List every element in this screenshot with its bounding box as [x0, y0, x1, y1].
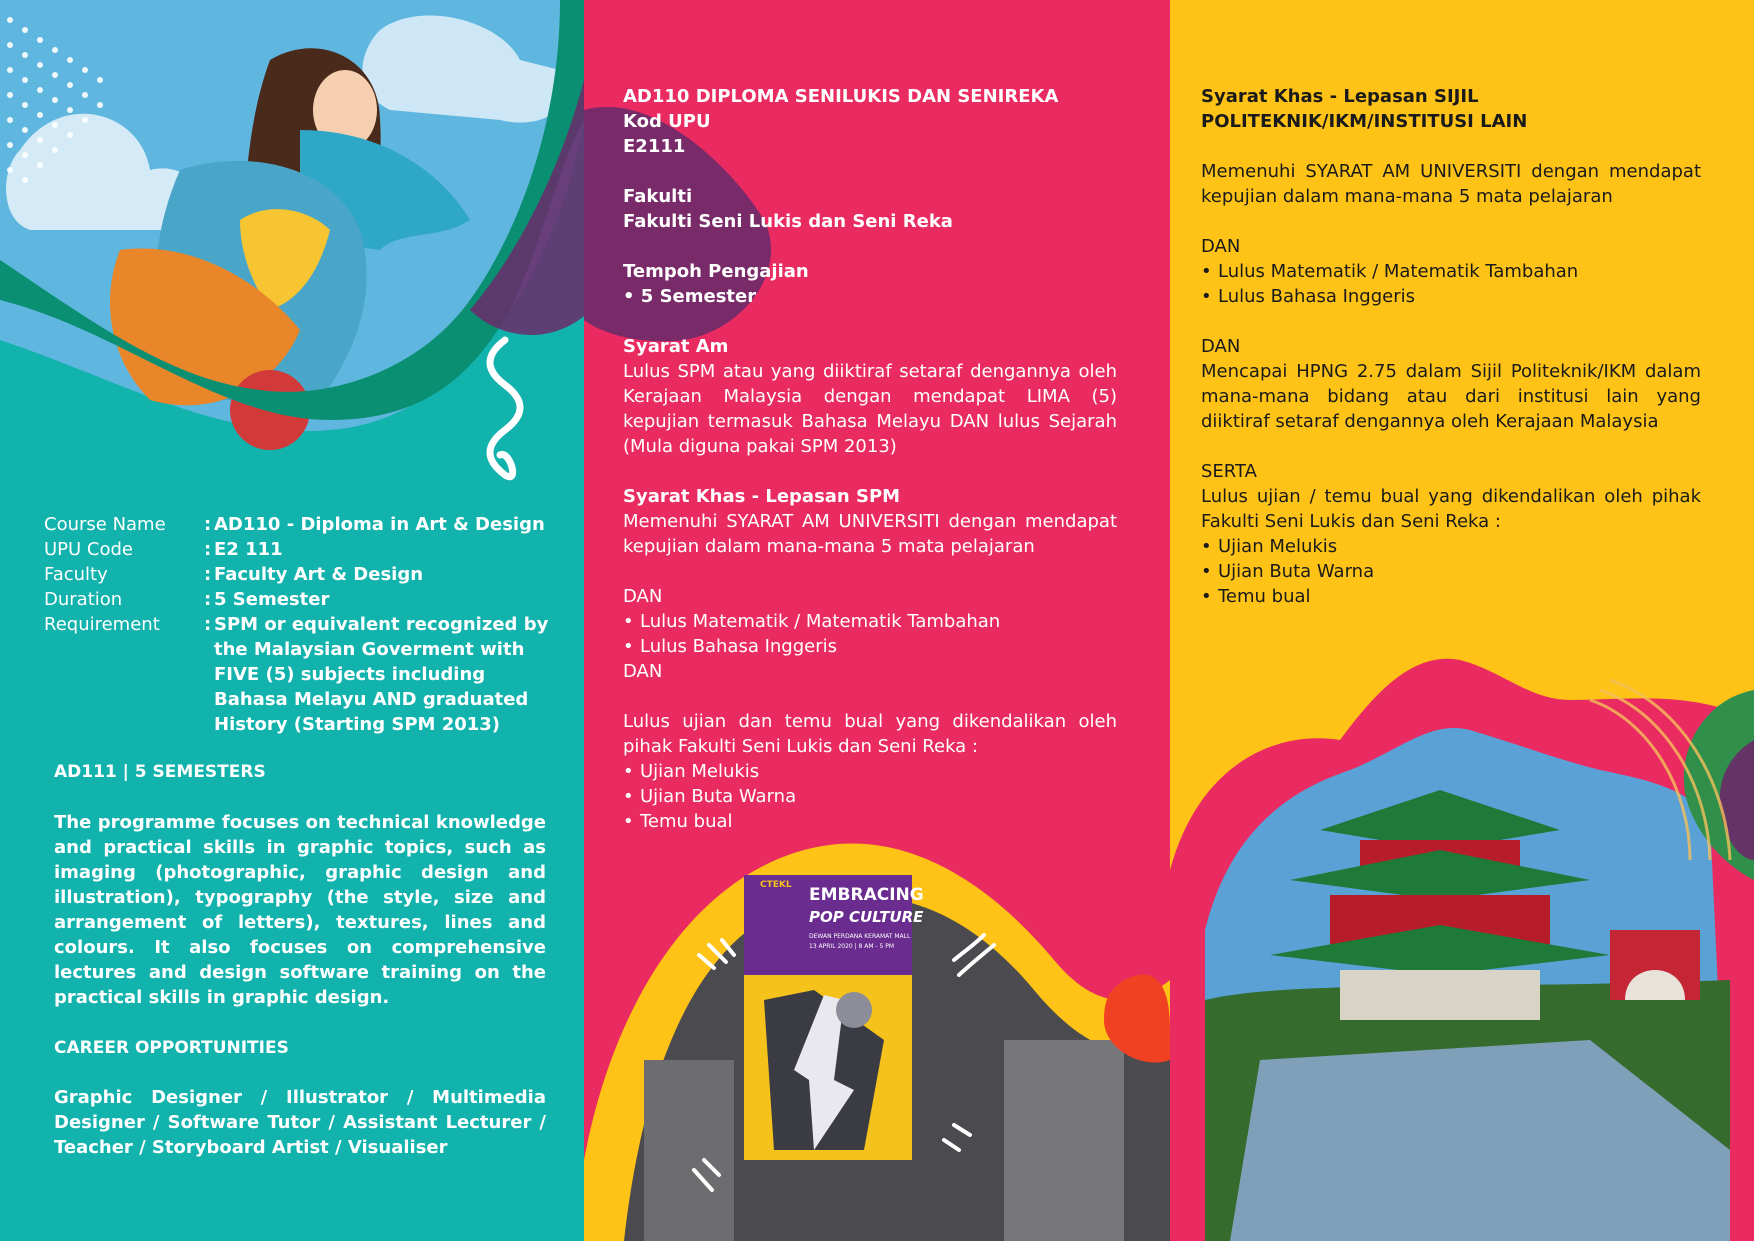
programme-description: The programme focuses on technical knowledge and practical skills in graphic topics, such as imaging (photographic, graphic design and illustration), typography (the style, size and arrangement of letters), textures, lines and colours. It also focuses on comprehensive lectures and design software training on the practical skills in graphic design.	[54, 812, 546, 1008]
duration-row: Duration : 5 Semester	[44, 587, 564, 612]
building-block-2	[1004, 1040, 1124, 1241]
list-item: • Temu bual	[623, 809, 1117, 834]
dan-label-2: DAN	[1201, 336, 1241, 357]
subject-list	[1201, 259, 1701, 309]
building-block	[644, 1060, 734, 1241]
course-name-value: AD110 - Diploma in Art & Design	[214, 514, 545, 535]
test-list	[1201, 534, 1701, 609]
faculty-value: Faculty Art & Design	[214, 564, 424, 585]
dan-label-1: DAN	[623, 586, 663, 607]
left-panel	[0, 0, 584, 1241]
list-item: • Lulus Matematik / Matematik Tambahan	[623, 609, 1117, 634]
dan-label-1: DAN	[1201, 236, 1241, 257]
fakulti-label: Fakulti	[623, 186, 693, 207]
list-item: • Ujian Melukis	[1201, 534, 1701, 559]
upu-code-row: UPU Code : E2 111	[44, 537, 564, 562]
poster-venue: DEWAN PERDANA KERAMAT MALL	[809, 933, 911, 940]
requirement-row: Requirement : SPM or equivalent recognized by the Malaysian Goverment with FIVE (5) subjects including Bahasa Melayu AND graduated History (Starting SPM 2013)	[44, 612, 564, 737]
syarat-khas-text: Memenuhi SYARAT AM UNIVERSITI dengan mendapat kepujian dalam mana-mana 5 mata pelajaran	[1201, 161, 1701, 207]
poster-date: 13 APRIL 2020 | 8 AM - 5 PM	[809, 943, 895, 950]
white-squiggle	[490, 340, 520, 477]
poster-badge: CTEKL	[760, 880, 792, 890]
upu-code-value: E2 111	[214, 539, 283, 560]
faculty-row: Faculty : Faculty Art & Design	[44, 562, 564, 587]
test-list	[623, 759, 1117, 834]
faculty-label: Faculty	[44, 564, 108, 585]
course-info-table	[44, 512, 564, 737]
subject-list	[623, 609, 1117, 659]
list-item: • Lulus Matematik / Matematik Tambahan	[1201, 259, 1701, 284]
course-title: AD110 DIPLOMA SENILUKIS DAN SENIREKA	[623, 86, 1059, 107]
syarat-khas-text: Memenuhi SYARAT AM UNIVERSITI dengan mendapat kepujian dalam mana-mana 5 mata pelajaran	[623, 511, 1117, 557]
dan-label-2: DAN	[623, 661, 663, 682]
career-heading: CAREER OPPORTUNITIES	[54, 1038, 289, 1058]
hpng-text: Mencapai HPNG 2.75 dalam Sijil Politeknik/IKM dalam mana-mana bidang atau dari institusi lain yang diiktiraf setaraf dengannya oleh Kerajaan Malaysia	[1201, 361, 1701, 432]
syarat-am-heading: Syarat Am	[623, 336, 729, 357]
kod-upu-value: E2111	[623, 136, 686, 157]
career-list: Graphic Designer / Illustrator / Multimedia Designer / Software Tutor / Assistant Lecturer / Teacher / Storyboard Artist / Visualiser	[54, 1087, 546, 1158]
tempoh-value: • 5 Semester	[623, 286, 757, 307]
requirement-value: SPM or equivalent recognized by the Malaysian Goverment with FIVE (5) subjects including Bahasa Melayu AND graduated History (Starting SPM 2013)	[214, 614, 549, 735]
middle-panel	[584, 0, 1170, 1241]
upu-code-label: UPU Code	[44, 539, 134, 560]
syarat-khas-heading-2: POLITEKNIK/IKM/INSTITUSI LAIN	[1201, 111, 1528, 132]
poster-title-2: POP CULTURE	[809, 908, 924, 926]
list-item: • Lulus Bahasa Inggeris	[623, 634, 1117, 659]
list-item: • Ujian Melukis	[623, 759, 1117, 784]
duration-value: 5 Semester	[214, 589, 330, 610]
ujian-text: Lulus ujian dan temu bual yang dikendalikan oleh pihak Fakulti Seni Lukis dan Seni Reka :	[623, 711, 1117, 757]
fakulti-value: Fakulti Seni Lukis dan Seni Reka	[623, 211, 953, 232]
tempoh-label: Tempoh Pengajian	[623, 261, 809, 282]
serta-label: SERTA	[1201, 461, 1257, 482]
requirement-label: Requirement	[44, 614, 160, 635]
red-gate	[1610, 930, 1700, 1000]
list-item: • Lulus Bahasa Inggeris	[1201, 284, 1701, 309]
list-item: • Ujian Buta Warna	[1201, 559, 1701, 584]
syarat-am-text: Lulus SPM atau yang diiktiraf setaraf dengannya oleh Kerajaan Malaysia dengan mendapat LIMA (5) kepujian termasuk Bahasa Melayu DAN lulus Sejarah (Mula diguna pakai SPM 2013)	[623, 361, 1117, 457]
right-panel	[1170, 0, 1754, 1241]
duration-label: Duration	[44, 589, 123, 610]
course-name-label: Course Name	[44, 514, 166, 535]
syarat-khas-heading-1: Syarat Khas - Lepasan SIJIL	[1201, 86, 1479, 107]
list-item: • Temu bual	[1201, 584, 1701, 609]
ujian-text: Lulus ujian / temu bual yang dikendalikan oleh pihak Fakulti Seni Lukis dan Seni Reka :	[1201, 486, 1701, 532]
kod-upu-label: Kod UPU	[623, 111, 711, 132]
list-item: • Ujian Buta Warna	[623, 784, 1117, 809]
course-name-row: Course Name : AD110 - Diploma in Art & Design	[44, 512, 564, 537]
programme-heading: AD111 | 5 SEMESTERS	[54, 762, 266, 782]
syarat-khas-heading: Syarat Khas - Lepasan SPM	[623, 486, 901, 507]
poster-title-1: EMBRACING	[809, 885, 924, 905]
